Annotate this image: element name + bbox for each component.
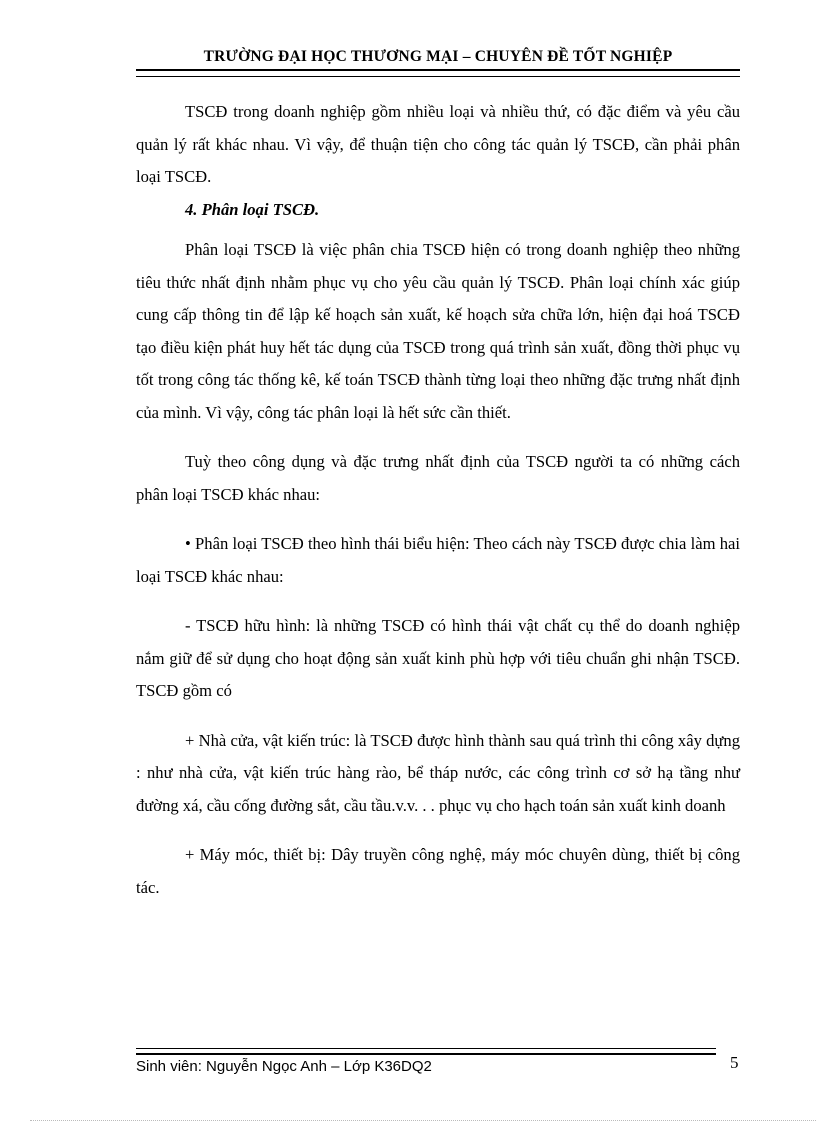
page-header-title: TRƯỜNG ĐẠI HỌC THƯƠNG MẠI – CHUYÊN ĐỀ TỐT NGHIỆP bbox=[203, 48, 673, 65]
paragraph-machinery: + Máy móc, thiết bị: Dây truyền công nghệ, máy móc chuyên dùng, thiết bị công tác. bbox=[136, 845, 740, 897]
page-edge-divider bbox=[30, 1120, 816, 1121]
paragraph-intro: TSCĐ trong doanh nghiệp gồm nhiều loại và nhiều thứ, có đặc điểm và yêu cầu quản lý rất khác nhau. Vì vậy, để thuận tiện cho công tác quản lý TSCĐ, cần phải phân loại TSCĐ. bbox=[136, 102, 740, 186]
paragraph-bullet: • Phân loại TSCĐ theo hình thái biểu hiện: Theo cách này TSCĐ được chia làm hai loại TSCĐ khác nhau: bbox=[136, 534, 740, 586]
footer-student-info: Sinh viên: Nguyễn Ngọc Anh – Lớp K36DQ2 bbox=[136, 1058, 432, 1075]
paragraph-tangible: - TSCĐ hữu hình: là những TSCĐ có hình thái vật chất cụ thể do doanh nghiệp nắm giữ để sử dụng cho hoạt động sản xuất kinh phù hợp với tiêu chuẩn ghi nhận TSCĐ. TSCĐ gồm có bbox=[136, 616, 740, 700]
paragraph-definition: Phân loại TSCĐ là việc phân chia TSCĐ hiện có trong doanh nghiệp theo những tiêu thức nhất định nhằm phục vụ cho yêu cầu quản lý TSCĐ. Phân loại chính xác giúp cung cấp thông tin để lập kế hoạch sản xuất, kế hoạch sửa chữa lớn, hiện đại hoá TSCĐ tạo điều kiện phát huy hết tác dụng của TSCĐ trong quá trình sản xuất, đồng thời phục vụ tốt trong công tác thống kê, kế toán TSCĐ thành từng loại theo những đặc trưng nhất định của mình. Vì vậy, công tác phân loại là hết sức cần thiết. bbox=[136, 240, 740, 422]
footer-rule bbox=[136, 1048, 716, 1055]
header-rule bbox=[136, 69, 740, 77]
page-number: 5 bbox=[730, 1053, 739, 1072]
paragraph-methods: Tuỳ theo công dụng và đặc trưng nhất định của TSCĐ người ta có những cách phân loại TSCĐ khác nhau: bbox=[136, 452, 740, 504]
document-body bbox=[136, 96, 740, 904]
section-heading: 4. Phân loại TSCĐ. bbox=[185, 199, 320, 219]
paragraph-buildings: + Nhà cửa, vật kiến trúc: là TSCĐ được hình thành sau quá trình thi công xây dựng : như nhà cửa, vật kiến trúc hàng rào, bể tháp nước, các công trình cơ sở hạ tầng như đường xá, cầu cống đường sắt, cầu tầu.v.v. . . phục vụ cho hạch toán sản xuất kinh doanh bbox=[136, 730, 740, 815]
